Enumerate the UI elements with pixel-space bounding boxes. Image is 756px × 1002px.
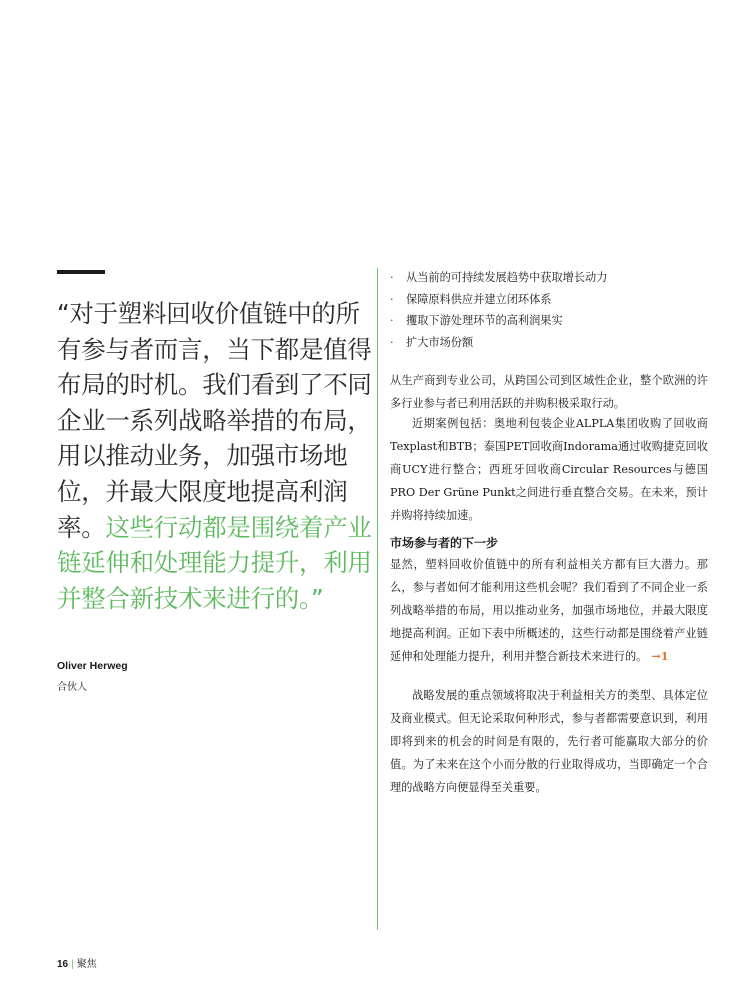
list-item: · 保障原料供应并建立闭环体系 bbox=[390, 289, 607, 311]
column-divider bbox=[377, 268, 378, 930]
body-paragraph-2: 近期案例包括：奥地利包装企业ALPLA集团收购了回收商Texplast和BTB；泰国PET回收商Indorama通过收购捷克回收商UCY进行整合；西班牙回收商Circular Resources与德国PRO Der Grüne Punkt之间进行垂直整合交易。在未来，预计并购将持续加速。 bbox=[390, 417, 708, 522]
section-name: 聚焦 bbox=[76, 959, 97, 970]
quote-author-name: Oliver Herweg bbox=[57, 660, 128, 672]
body-paragraph-4: 战略发展的重点领域将取决于利益相关方的类型、具体定位及商业模式。但无论采取何种形式，参与者都需要意识到，利用即将到来的机会的时间是有限的，先行者可能赢取大部分的价值。为了未来在这个小而分散的行业取得成功，当即确定一个合理的战略方向便显得至关重要。 bbox=[390, 689, 708, 794]
bullet-icon: · bbox=[390, 271, 394, 284]
body-paragraph-1: 从生产商到专业公司，从跨国公司到区域性企业，整个欧洲的许多行业参与者已利用活跃的并购积极采取行动。 bbox=[390, 374, 708, 410]
pull-quote bbox=[57, 296, 377, 616]
quote-accent-rule bbox=[57, 270, 105, 274]
pull-quote-text: “对于塑料回收价值链中的所有参与者而言，当下都是值得布局的时机。我们看到了不同企业一系列战略举措的布局，用以推动业务，加强市场地位，并最大限度地提高利润率。 bbox=[57, 299, 372, 542]
pull-quote-highlight: 这些行动都是围绕着产业链延伸和处理能力提升，利用并整合新技术来进行的。” bbox=[57, 512, 372, 613]
page-footer bbox=[57, 955, 97, 970]
list-item: · 扩大市场份额 bbox=[390, 332, 607, 354]
bullet-icon: · bbox=[390, 314, 394, 327]
figure-reference-link[interactable]: →1 bbox=[651, 649, 669, 663]
bullet-icon: · bbox=[390, 335, 394, 349]
page-number: 16 bbox=[57, 959, 69, 970]
quote-author-role: 合伙人 bbox=[57, 682, 87, 693]
body-paragraph-3: 显然，塑料回收价值链中的所有利益相关方都有巨大潜力。那么，参与者如何才能利用这些机会呢？我们看到了不同企业一系列战略举措的布局，用以推动业务，加强市场地位，并最大限度地提高利润。正如下表中所概述的，这些行动都是围绕着产业链延伸和处理能力提升，利用并整合新技术来进行的。 →1 bbox=[390, 558, 708, 663]
list-item: · 从当前的可持续发展趋势中获取增长动力 bbox=[390, 267, 607, 289]
bullet-list bbox=[390, 267, 607, 353]
list-item: · 攫取下游处理环节的高利润果实 bbox=[390, 310, 607, 332]
bullet-icon: · bbox=[390, 292, 394, 306]
section-heading: 市场参与者的下一步 bbox=[390, 536, 499, 550]
footer-separator: | bbox=[71, 959, 74, 970]
